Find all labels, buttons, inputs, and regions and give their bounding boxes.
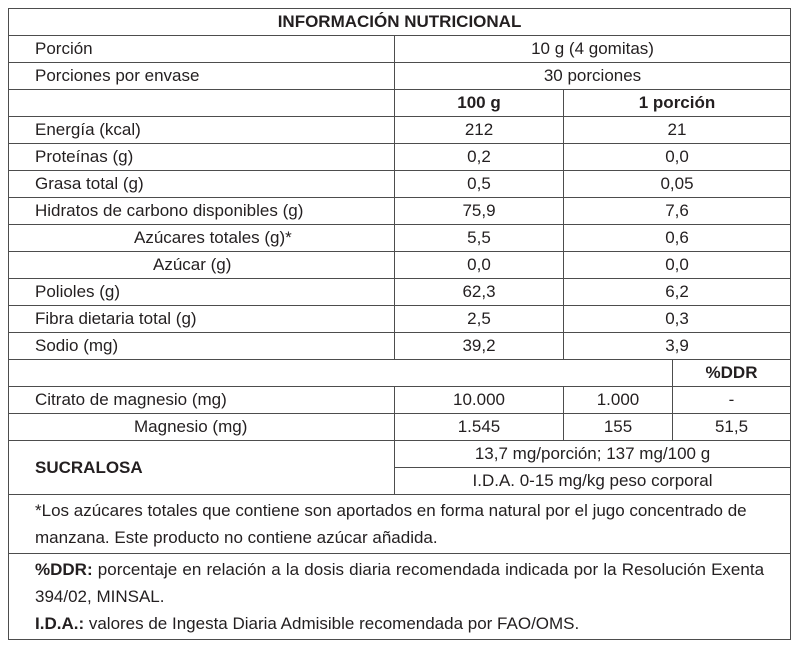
mineral-ddr: 51,5: [673, 414, 791, 441]
ida-definition-text: valores de Ingesta Diaria Admisible recomendada por FAO/OMS.: [84, 614, 580, 633]
mineral-per-serving: 1.000: [564, 387, 673, 414]
ida-definition-label: I.D.A.:: [35, 614, 85, 633]
nutrient-per100: 39,2: [395, 333, 564, 360]
sucralose-ida: I.D.A. 0-15 mg/kg peso corporal: [395, 468, 791, 495]
nutrient-name: Grasa total (g): [9, 171, 395, 198]
nutrient-per100: 0,0: [395, 252, 564, 279]
header-per-serving: 1 porción: [564, 90, 791, 117]
nutrient-per-serving: 3,9: [564, 333, 791, 360]
nutrient-name: Proteínas (g): [9, 144, 395, 171]
nutrient-name: Azúcares totales (g)*: [9, 225, 395, 252]
nutrient-name: Polioles (g): [9, 279, 395, 306]
table-title: INFORMACIÓN NUTRICIONAL: [9, 9, 791, 36]
nutrient-per100: 2,5: [395, 306, 564, 333]
nutrient-row: [9, 279, 791, 306]
empty-header-cell: [9, 90, 395, 117]
nutrition-facts-panel: [8, 8, 790, 640]
serving-label: Porción: [9, 36, 395, 63]
nutrient-row: [9, 117, 791, 144]
ddr-definition-text: porcentaje en relación a la dosis diaria recomendada indicada por la Resolución Exenta 394/02, MINSAL.: [35, 560, 765, 606]
sucralose-row-1: [9, 441, 791, 468]
nutrient-row: [9, 198, 791, 225]
header-ddr: %DDR: [673, 360, 791, 387]
sugar-footnote-row: [9, 495, 791, 554]
nutrient-row: [9, 306, 791, 333]
mineral-ddr: -: [673, 387, 791, 414]
mineral-name: Citrato de magnesio (mg): [9, 387, 395, 414]
nutrient-per100: 62,3: [395, 279, 564, 306]
servings-per-container-value: 30 porciones: [395, 63, 791, 90]
mineral-per-serving: 155: [564, 414, 673, 441]
mineral-row: [9, 387, 791, 414]
nutrient-per100: 75,9: [395, 198, 564, 225]
ida-definition: [35, 610, 764, 637]
nutrient-per-serving: 0,05: [564, 171, 791, 198]
nutrient-per100: 0,2: [395, 144, 564, 171]
ddr-header-row: [9, 360, 791, 387]
nutrient-per-serving: 0,3: [564, 306, 791, 333]
empty-ddr-spacer: [9, 360, 673, 387]
nutrient-per-serving: 0,0: [564, 144, 791, 171]
nutrient-per-serving: 7,6: [564, 198, 791, 225]
definitions-row: [9, 554, 791, 640]
column-header-row: [9, 90, 791, 117]
nutrient-name: Energía (kcal): [9, 117, 395, 144]
sugar-footnote: *Los azúcares totales que contiene son aportados en forma natural por el jugo concentrado de manzana. Este producto no contiene azúcar añadida.: [9, 495, 791, 554]
nutrition-table: [8, 8, 791, 640]
mineral-per100: 10.000: [395, 387, 564, 414]
nutrient-per-serving: 21: [564, 117, 791, 144]
nutrient-name: Sodio (mg): [9, 333, 395, 360]
serving-row: [9, 36, 791, 63]
nutrient-per-serving: 6,2: [564, 279, 791, 306]
nutrient-per100: 0,5: [395, 171, 564, 198]
nutrient-per100: 212: [395, 117, 564, 144]
nutrient-per100: 5,5: [395, 225, 564, 252]
nutrient-row: [9, 171, 791, 198]
nutrient-per-serving: 0,6: [564, 225, 791, 252]
nutrient-name: Hidratos de carbono disponibles (g): [9, 198, 395, 225]
mineral-row: [9, 414, 791, 441]
ddr-definition: [35, 556, 764, 610]
nutrient-name: Fibra dietaria total (g): [9, 306, 395, 333]
sucralose-label: SUCRALOSA: [9, 441, 395, 495]
nutrient-name: Azúcar (g): [9, 252, 395, 279]
nutrient-per-serving: 0,0: [564, 252, 791, 279]
nutrient-row: [9, 333, 791, 360]
servings-per-container-row: [9, 63, 791, 90]
nutrient-row: [9, 144, 791, 171]
ddr-definition-label: %DDR:: [35, 560, 93, 579]
serving-value: 10 g (4 gomitas): [395, 36, 791, 63]
nutrient-row: [9, 252, 791, 279]
title-row: [9, 9, 791, 36]
servings-per-container-label: Porciones por envase: [9, 63, 395, 90]
mineral-per100: 1.545: [395, 414, 564, 441]
definitions-footnote: [9, 554, 791, 640]
header-per-100g: 100 g: [395, 90, 564, 117]
nutrient-row: [9, 225, 791, 252]
sucralose-amount: 13,7 mg/porción; 137 mg/100 g: [395, 441, 791, 468]
mineral-name: Magnesio (mg): [9, 414, 395, 441]
